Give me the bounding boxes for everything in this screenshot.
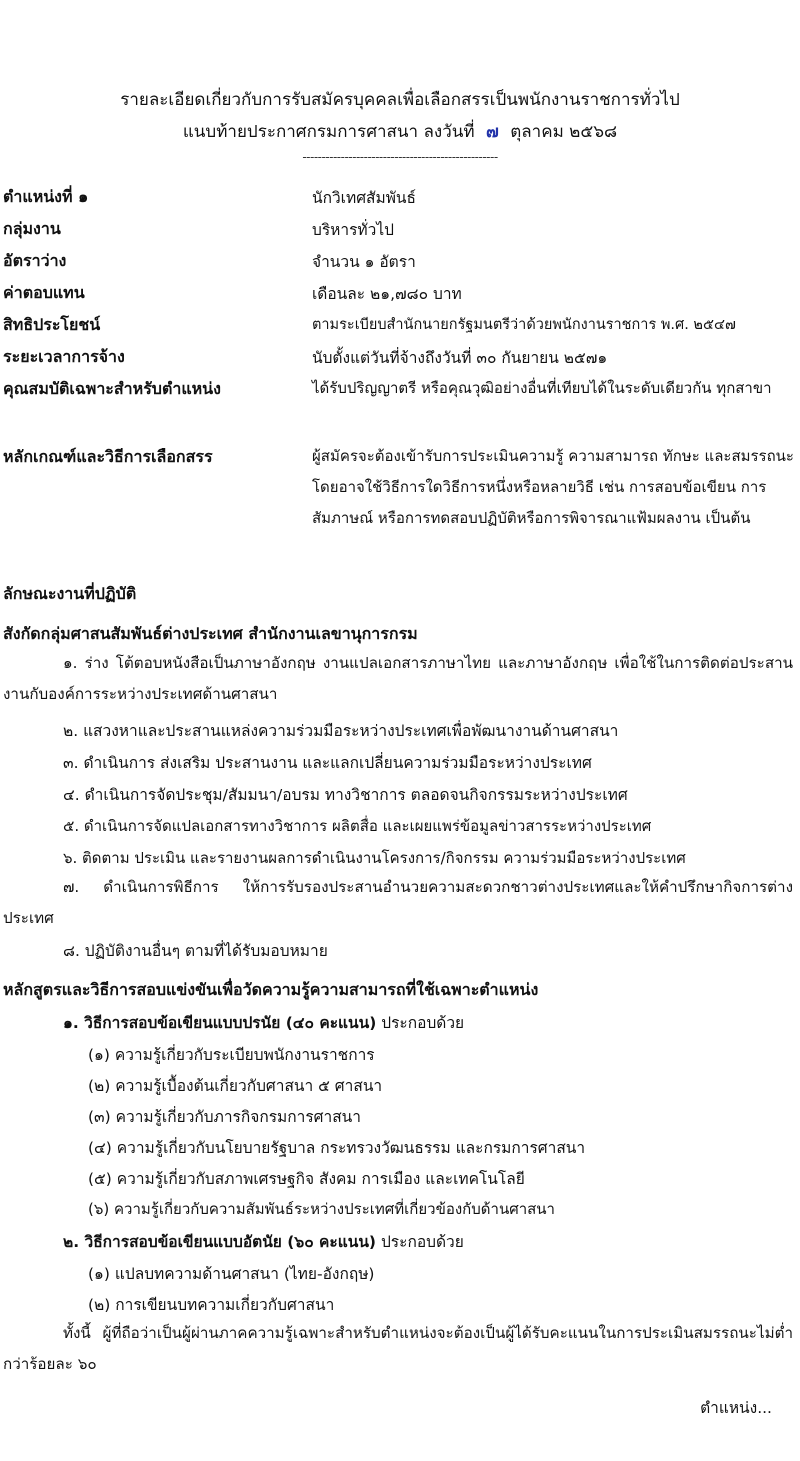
field-value: ผู้สมัครจะต้องเข้ารับการประเมินความรู้ ความสามารถ ทักษะ และสมรรถนะ โดยอาจใช้วิธีการใดวิธีการหนึ่งหรือหลายวิธี เช่น การสอบข้อเขียน การสัมภาษณ์ หรือการทดสอบปฏิบัติหรือการพิจารณาแฟ้มผลงาน เป็นต้น	[312, 447, 794, 527]
title-suffix: ตุลาคม ๒๕๖๘	[510, 122, 618, 142]
exam-part2-suffix: ประกอบด้วย	[380, 1233, 464, 1251]
exam-part1-item: (๑) ความรู้เกี่ยวกับระเบียบพนักงานราชการ	[88, 1046, 375, 1064]
exam-part1-item: (๓) ความรู้เกี่ยวกับภารกิจกรมการศาสนา	[88, 1108, 361, 1126]
field-label: อัตราว่าง	[3, 251, 67, 270]
field-value: นักวิเทศสัมพันธ์	[312, 189, 416, 207]
title-day: ๗	[485, 122, 499, 142]
continued-marker: ตำแหน่ง...	[700, 1399, 772, 1417]
field-value: เดือนละ ๒๑,๗๘๐ บาท	[312, 285, 462, 303]
field-label: หลักเกณฑ์และวิธีการเลือกสรร	[3, 447, 213, 466]
field-value: ได้รับปริญญาตรี หรือคุณวุฒิอย่างอื่นที่เทียบได้ในระดับเดียวกัน ทุกสาขา	[312, 379, 772, 397]
exam-part1-item: (๔) ความรู้เกี่ยวกับนโยบายรัฐบาล กระทรวงวัฒนธรรม และกรมการศาสนา	[88, 1139, 586, 1157]
exam-part2-item: (๒) การเขียนบทความเกี่ยวกับศาสนา	[88, 1296, 335, 1314]
field-label: คุณสมบัติเฉพาะสำหรับตำแหน่ง	[3, 379, 221, 398]
duty-item: ๒. แสวงหาและประสานแหล่งความร่วมมือระหว่างประเทศเพื่อพัฒนางานด้านศาสนา	[63, 722, 619, 740]
exam-note: ทั้งนี้ ผู้ที่ถือว่าเป็นผู้ผ่านภาคความรู้เฉพาะสำหรับตำแหน่งจะต้องเป็นผู้ได้รับคะแนนในการประเมินสมรรถนะไม่ต่ำกว่าร้อยละ ๖๐	[3, 1324, 793, 1373]
duty-item: ๔. ดำเนินการจัดประชุม/สัมมนา/อบรม ทางวิชาการ ตลอดจนกิจกรรมระหว่างประเทศ	[63, 786, 628, 804]
exam-part1-title	[63, 1010, 464, 1035]
duty-item: ๕. ดำเนินการจัดแปลเอกสารทางวิชาการ ผลิตสื่อ และเผยแพร่ข้อมูลข่าวสารระหว่างประเทศ	[63, 817, 652, 835]
field-label: ค่าตอบแทน	[3, 283, 85, 302]
title-prefix: แนบท้ายประกาศกรมการศาสนา ลงวันที่	[182, 122, 475, 142]
exam-part1-item: (๕) ความรู้เกี่ยวกับสภาพเศรษฐกิจ สังคม การเมือง และเทคโนโลยี	[88, 1170, 525, 1188]
duty-item: ๗. ดำเนินการพิธีการ ให้การรับรองประสานอำนวยความสะดวกชาวต่างประเทศและให้คำปรึกษากิจการต่างประเทศ	[3, 878, 793, 927]
exam-part2-title-text: ๒. วิธีการสอบข้อเขียนแบบอัตนัย (๖๐ คะแนน)	[63, 1233, 377, 1251]
header-separator: ---------------------------------------------------	[302, 150, 498, 164]
exam-part1-suffix: ประกอบด้วย	[381, 1014, 465, 1032]
exam-part1-title-text: ๑. วิธีการสอบข้อเขียนแบบปรนัย (๔๐ คะแนน)	[63, 1014, 377, 1032]
exam-part2-item: (๑) แปลบทความด้านศาสนา (ไทย-อังกฤษ)	[88, 1265, 375, 1283]
exam-part1-item: (๒) ความรู้เบื้องต้นเกี่ยวกับศาสนา ๕ ศาสนา	[88, 1077, 383, 1095]
exam-part2-title	[63, 1229, 464, 1254]
field-value: นับตั้งแต่วันที่จ้างถึงวันที่ ๓๐ กันยายน ๒๕๗๑	[312, 349, 608, 367]
duty-item: ๘. ปฏิบัติงานอื่นๆ ตามที่ได้รับมอบหมาย	[63, 942, 328, 960]
duty-item: ๓. ดำเนินการ ส่งเสริม ประสานงาน และแลกเปลี่ยนความร่วมมือระหว่างประเทศ	[63, 754, 592, 772]
field-label: กลุ่มงาน	[3, 219, 61, 238]
exam-heading: หลักสูตรและวิธีการสอบแข่งขันเพื่อวัดความรู้ความสามารถที่ใช้เฉพาะตำแหน่ง	[3, 980, 539, 999]
exam-part1-item: (๖) ความรู้เกี่ยวกับความสัมพันธ์ระหว่างประเทศที่เกี่ยวข้องกับด้านศาสนา	[88, 1200, 555, 1218]
field-label: ระยะเวลาการจ้าง	[3, 347, 125, 366]
document-title-line1: รายละเอียดเกี่ยวกับการรับสมัครบุคคลเพื่อเลือกสรรเป็นพนักงานราชการทั่วไป	[120, 90, 680, 110]
document-title-line2	[0, 118, 800, 145]
field-value: บริหารทั่วไป	[312, 221, 394, 239]
duty-item: ๖. ติดตาม ประเมิน และรายงานผลการดำเนินงานโครงการ/กิจกรรม ความร่วมมือระหว่างประเทศ	[63, 849, 686, 867]
field-label: ตำแหน่งที่ ๑	[3, 187, 89, 206]
field-value: ตามระเบียบสำนักนายกรัฐมนตรีว่าด้วยพนักงานราชการ พ.ศ. ๒๕๔๗	[312, 317, 736, 333]
duties-subheading: สังกัดกลุ่มศาสนสัมพันธ์ต่างประเทศ สำนักงานเลขานุการกรม	[3, 624, 418, 643]
duty-item: ๑. ร่าง โต้ตอบหนังสือเป็นภาษาอังกฤษ งานแปลเอกสารภาษาไทย และภาษาอังกฤษ เพื่อใช้ในการติดต่อประสานงานกับองค์การระหว่างประเทศด้านศาสนา	[3, 654, 793, 703]
field-value: จำนวน ๑ อัตรา	[312, 253, 416, 271]
field-label: สิทธิประโยชน์	[3, 315, 101, 334]
duties-heading: ลักษณะงานที่ปฏิบัติ	[3, 584, 137, 603]
